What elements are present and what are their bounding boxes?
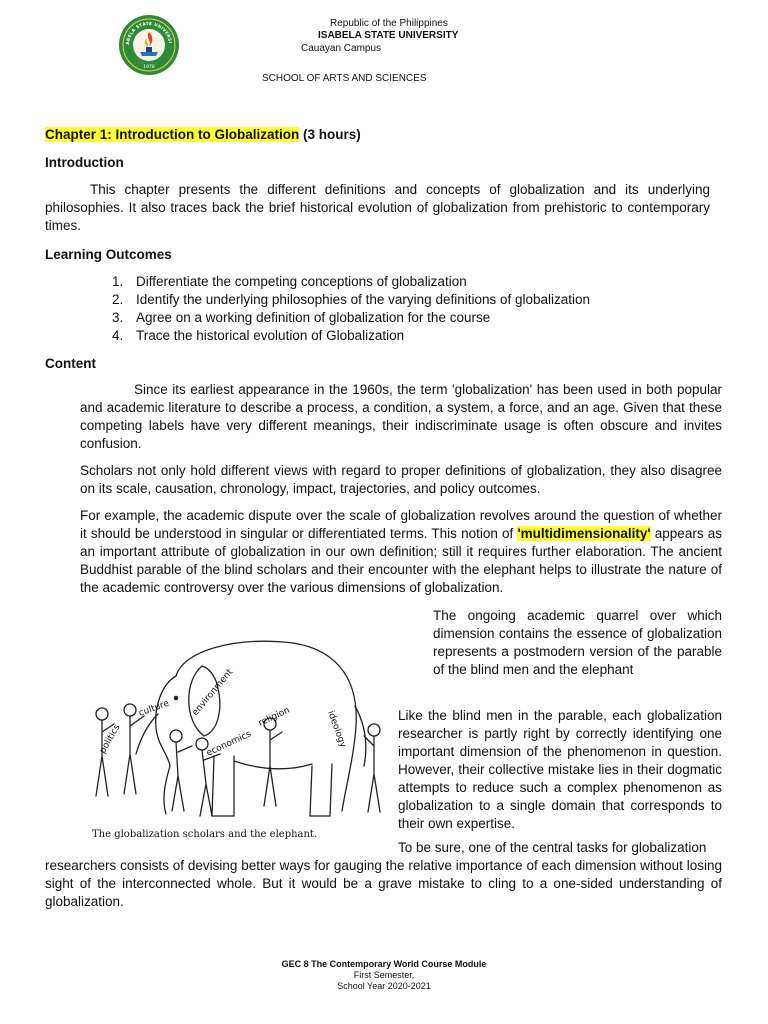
outcome-item: 1. Differentiate the competing conceptions of globalization	[112, 274, 467, 289]
label-economics: economics	[205, 729, 253, 759]
learning-outcomes-heading: Learning Outcomes	[45, 247, 172, 262]
header-republic: Republic of the Philippines	[330, 18, 448, 29]
blind-scholars-elephant-illustration	[84, 636, 388, 826]
footer-semester: First Semester,	[353, 970, 415, 980]
header-school: SCHOOL OF ARTS AND SCIENCES	[262, 73, 427, 84]
content-paragraph-2: Scholars not only hold different views with regard to proper definitions of globalization, they also disagree on its scale, causation, chronology, impact, trajectories, and policy outcomes.	[80, 463, 722, 496]
outcome-item: 2. Identify the underlying philosophies of the varying definitions of globalization	[112, 292, 591, 307]
chapter-title-highlight: Chapter 1: Introduction to Globalization	[45, 127, 300, 142]
side-quote: The ongoing academic quarrel over which dimension contains the essence of globalization represents a postmodern version of the parable of the blind men and the elephant	[433, 608, 722, 677]
introduction-paragraph: This chapter presents the different definitions and concepts of globalization and its underlying philosophies. It also traces back the brief historical evolution of globalization from prehistoric to contemporary times.	[45, 182, 710, 233]
content-paragraph-5-first-line: To be sure, one of the central tasks for globalization	[398, 840, 707, 855]
footer-school-year: School Year 2020-2021	[337, 981, 431, 991]
chapter-title	[45, 127, 361, 142]
chapter-hours: (3 hours)	[299, 127, 361, 142]
label-religion: religion	[257, 705, 292, 729]
illustration-caption: The globalization scholars and the elephant.	[92, 829, 318, 840]
content-paragraph-1: Since its earliest appearance in the 1960s, the term 'globalization' has been used in both popular and academic literature to describe a process, a condition, a system, a force, and an age. Given that these competing labels have very different meanings, their indiscriminate usage is often obscure and invites confusion.	[80, 382, 722, 451]
introduction-heading: Introduction	[45, 155, 124, 170]
header-university: ISABELA STATE UNIVERSITY	[318, 30, 459, 41]
content-paragraph-5-rest: researchers consists of devising better ways for gauging the relative importance of each dimension without losing sight of the interconnected whole. But it would be a grave mistake to cling to a one-sided understanding of globalization.	[45, 858, 722, 909]
learning-outcomes-list	[112, 273, 590, 345]
multidimensionality-highlight: 'multidimensionality'	[517, 526, 651, 541]
content-paragraph-3: For example, the academic dispute over the scale of globalization revolves around the question of whether it should be understood in singular or differentiated terms. This notion of 'multidimensionality' appears as an important attribute of globalization in our own definition; still it requires further elaboration. The ancient Buddhist parable of the blind scholars and their encounter with the elephant helps to illustrate the nature of the academic controversy over the various dimensions of globalization.	[80, 508, 722, 595]
content-heading: Content	[45, 356, 96, 371]
content-paragraph-4: Like the blind men in the parable, each globalization researcher is partly right by correctly identifying one important dimension of the phenomenon in question. However, their collective mistake lies in their dogmatic attempts to reduce such a complex phenomenon as globalization to a single domain that corresponds to their own expertise.	[398, 708, 722, 831]
logo-year: 1978	[143, 65, 155, 70]
outcome-item: 3. Agree on a working definition of globalization for the course	[112, 310, 491, 325]
label-politics: politics	[97, 722, 123, 756]
label-ideology: ideology	[325, 709, 348, 750]
logo-ring-text: ABELA STATE UNIVERSI	[124, 20, 173, 46]
header-campus: Cauayan Campus	[301, 43, 382, 54]
label-culture: culture	[137, 698, 171, 719]
footer-course: GEC 8 The Contemporary World Course Module	[281, 959, 487, 969]
label-environment: environment	[190, 667, 236, 718]
outcome-item: 4. Trace the historical evolution of Globalization	[112, 328, 405, 343]
university-seal-logo	[118, 14, 180, 76]
